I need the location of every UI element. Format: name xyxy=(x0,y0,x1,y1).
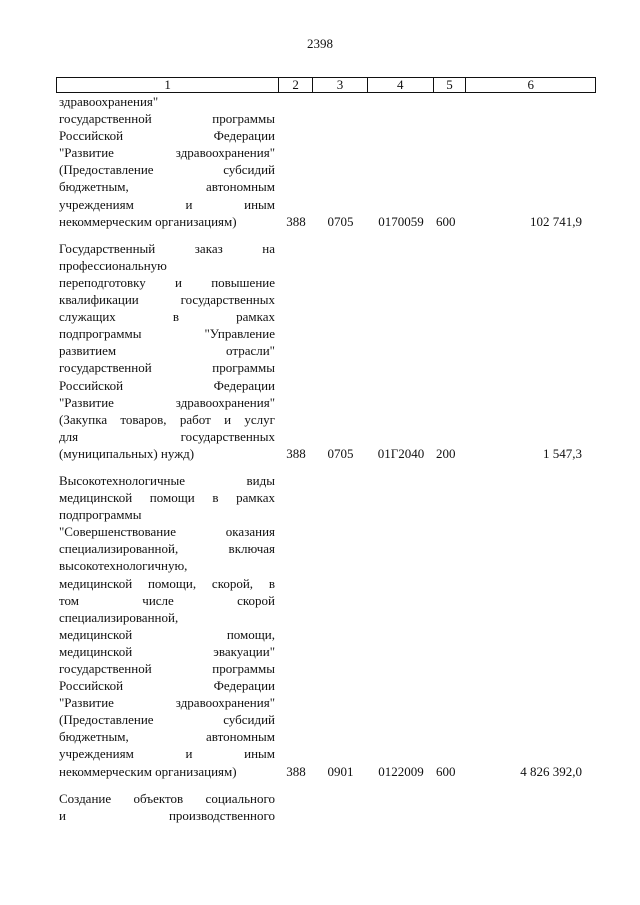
description-line: "Развитие здравоохранения" xyxy=(59,394,275,410)
description-line: том числе скорой xyxy=(59,592,275,608)
column-6-value: 4 826 392,0 xyxy=(520,763,582,779)
description-line: "Развитие здравоохранения" xyxy=(59,695,275,711)
column-6-value: 1 547,3 xyxy=(543,445,582,461)
description-line: "Совершенствование оказания xyxy=(59,524,275,540)
description-line: медицинской эвакуации" xyxy=(59,643,275,659)
row-description xyxy=(56,472,279,780)
description-line: медицинской помощи, xyxy=(59,626,275,642)
description-line: Государственный заказ на xyxy=(59,240,275,256)
table-row xyxy=(56,790,596,824)
description-line: служащих в рамках xyxy=(59,309,275,325)
description-line: развитием отрасли" xyxy=(59,343,275,359)
row-description xyxy=(56,790,279,824)
table-row xyxy=(56,240,596,462)
table-header xyxy=(56,77,596,93)
description-line: и производственного xyxy=(59,807,275,823)
column-header-4: 4 xyxy=(368,78,434,92)
description-line: переподготовку и повышение xyxy=(59,274,275,290)
column-header-3: 3 xyxy=(313,78,368,92)
column-2-value: 388 xyxy=(286,213,306,229)
description-line: (муниципальных) нужд) xyxy=(59,445,195,461)
row-description xyxy=(56,240,279,462)
description-line: государственной программы xyxy=(59,111,275,127)
column-5-value: 600 xyxy=(436,213,456,229)
description-line: "Развитие здравоохранения" xyxy=(59,145,275,161)
description-line: Российской Федерации xyxy=(59,678,275,694)
column-5-value: 200 xyxy=(436,445,456,461)
column-6-value: 102 741,9 xyxy=(530,213,582,229)
description-line: квалификации государственных xyxy=(59,292,275,308)
description-line: специализированной, xyxy=(59,609,179,625)
description-line: (Предоставление субсидий xyxy=(59,712,275,728)
description-line: Создание объектов социального xyxy=(59,790,275,806)
column-3-value: 0901 xyxy=(327,763,354,779)
description-line: бюджетным, автономным xyxy=(59,729,275,745)
description-line: учреждениям и иным xyxy=(59,746,275,762)
description-line: учреждениям и иным xyxy=(59,196,275,212)
description-line: государственной программы xyxy=(59,661,275,676)
column-3-value: 0705 xyxy=(327,445,354,461)
description-line: (Предоставление субсидий xyxy=(59,162,275,178)
description-line: государственной программы xyxy=(59,360,275,376)
description-line: Высокотехнологичные виды xyxy=(59,472,275,488)
description-line: Российской Федерации xyxy=(59,377,275,393)
description-line: подпрограммы xyxy=(59,507,142,523)
description-line: бюджетным, автономным xyxy=(59,179,275,195)
description-line: высокотехнологичную, xyxy=(59,558,188,574)
description-line: (Закупка товаров, работ и услуг xyxy=(59,411,275,427)
column-4-value: 01Г2040 xyxy=(377,445,425,461)
description-line: медицинской помощи в рамках xyxy=(59,490,275,506)
column-5-value: 600 xyxy=(436,763,456,779)
page-number: 2398 xyxy=(307,36,333,51)
column-4-value: 0170059 xyxy=(378,213,424,229)
table-body xyxy=(56,93,596,824)
column-2-value: 388 xyxy=(286,763,306,779)
description-line: Российской Федерации xyxy=(59,128,275,144)
description-line: здравоохранения" xyxy=(59,94,159,109)
table-row xyxy=(56,472,596,780)
table-row xyxy=(56,93,596,230)
column-header-2: 2 xyxy=(279,78,313,92)
description-line: для государственных xyxy=(59,428,275,444)
column-3-value: 0705 xyxy=(327,213,354,229)
column-header-5: 5 xyxy=(434,78,467,92)
description-line: профессиональную xyxy=(59,257,167,273)
column-header-6: 6 xyxy=(527,77,534,92)
column-4-value: 0122009 xyxy=(378,763,424,779)
description-line: некоммерческим организациям) xyxy=(59,213,237,229)
column-2-value: 388 xyxy=(286,445,306,461)
row-description xyxy=(56,93,279,230)
description-line: некоммерческим организациям) xyxy=(59,763,237,779)
description-line: медицинской помощи, скорой, в xyxy=(59,575,275,591)
description-line: специализированной, включая xyxy=(59,541,275,557)
column-header-1: 1 xyxy=(57,78,279,92)
description-line: подпрограммы "Управление xyxy=(59,326,275,342)
